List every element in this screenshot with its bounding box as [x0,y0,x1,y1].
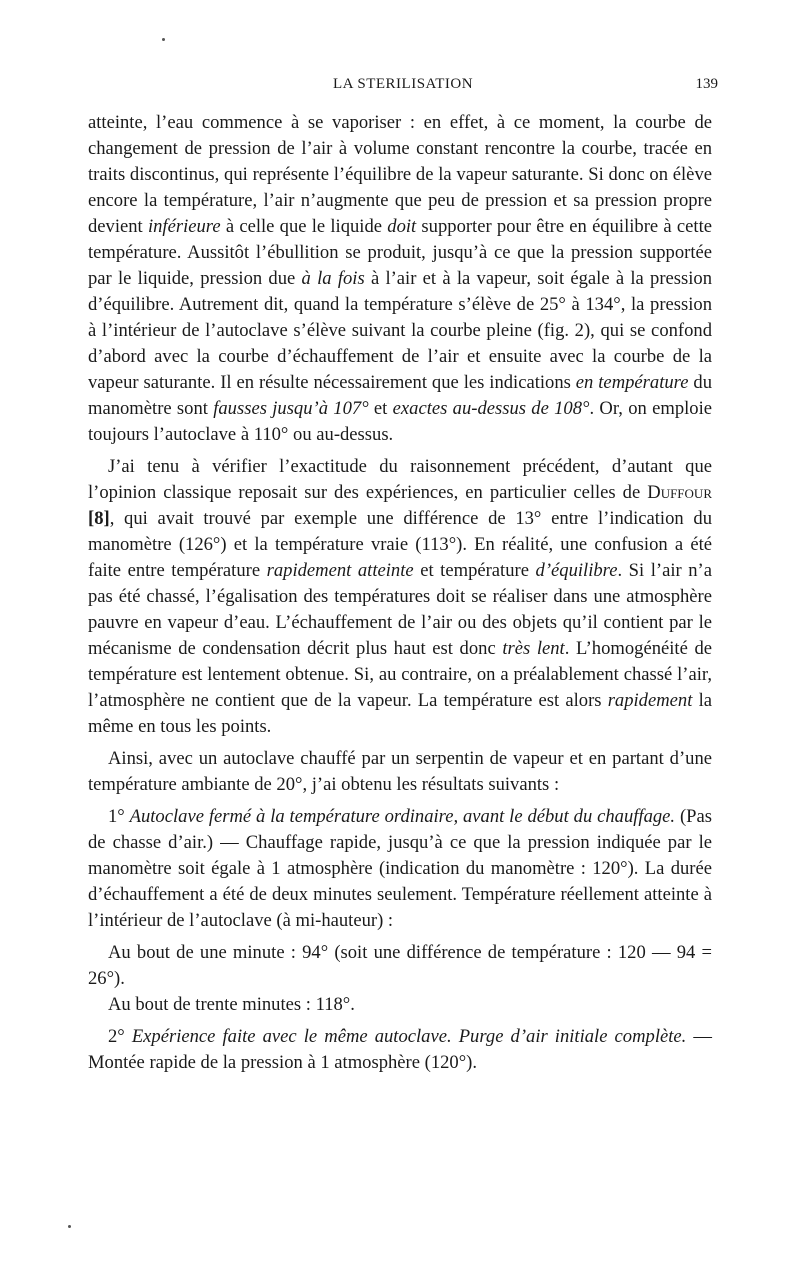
italic-run: d’équilibre [535,560,618,581]
italic-run: inférieure [147,216,221,237]
italic-run: Autoclave fermé à la température ordinaire, avant le début du chauffage. [129,806,676,827]
italic-run: fausses jusqu’à 107° [213,398,369,419]
text-run: Ainsi, avec un autoclave chauffé par un serpentin de vapeur et en partant d’une température ambiante de 20°, j’ai obtenu les résultats suivants : [88,748,712,795]
text-run: à l’air et à la vapeur, soit égale à la pression d’équilibre. Autrement dit, quand la température s’élève de 25° à 134°, la pression à l’intérieur de l’autoclave s’élève suivant la courbe pleine (fig. 2), qui se confond d’abord avec la courbe d’échauffement de l’air et ensuite avec la courbe de la vapeur saturante. Il en résulte nécessairement que les indications [88,268,713,393]
body-text [88,110,712,1082]
text-run: 1° [108,806,130,827]
text-run: , qui avait trouvé par exemple une différence de 13° entre l’indication du manomètre (126°) et la température vraie (113°). En réalité, une confusion a été faite entre température [88,508,712,581]
italic-run: rapidement atteinte [266,560,414,581]
paragraph [88,110,712,448]
text-run: 2° [108,1026,132,1047]
text-run: . Si l’air n’a pas été chassé, l’égalisation des températures doit se réaliser dans une atmosphère pauvre en vapeur d’eau. L’échauffement de l’air ou des objets qu’il contient par le mécanisme de condensation décrit plus haut est donc [88,560,712,659]
paragraph [88,1024,712,1076]
text-run: . L’homogénéité de température est lentement obtenue. Si, au contraire, on a préalablement chassé l’air, l’atmosphère ne contient que de la vapeur. La température est alors [88,638,713,711]
speck-mark [162,38,165,41]
text-run: du manomètre sont [88,372,712,419]
running-title: LA STERILISATION [332,76,474,92]
speck-mark [68,1225,71,1228]
italic-run: rapidement [607,690,693,711]
text-run: et [368,398,393,419]
text-run: Au bout de une minute : 94° (soit une différence de température : 120 — 94 = 26°). [88,942,712,989]
text-run: . Or, on emploie toujours l’autoclave à 110° ou au-dessus. [88,398,713,445]
paragraph [88,940,712,992]
page-number: 139 [695,76,718,92]
paragraph [88,992,712,1018]
italic-run: exactes au-dessus de 108° [392,398,590,419]
text-run: atteinte, l’eau commence à se vaporiser : en effet, à ce moment, la courbe de changement de pression de l’air à volume constant rencontre la courbe, tracée en traits discontinus, qui représente l’équilibre de la vapeur saturante. Si donc on élève encore la température, l’air n’augmente que peu de pression et sa pression propre devient [88,112,712,237]
text-run: Au bout de trente minutes : 118°. [108,994,355,1015]
text-run: la même en tous les points. [88,690,712,737]
text-run: et température [413,560,536,581]
citation-ref: [8] [88,508,110,529]
paragraph [88,804,712,934]
italic-run: à la fois [301,268,365,289]
italic-run: très lent [502,638,565,659]
italic-run: Expérience faite avec le même autoclave. Purge d’air initiale complète. [131,1026,687,1047]
text-run: à celle que le liquide [220,216,388,237]
paragraph [88,746,712,798]
text-run: supporter pour être en équilibre à cette température. Aussitôt l’ébullition se produit, jusqu’à ce que la pression supportée par le liquide, pression due [88,216,712,289]
italic-run: doit [387,216,417,237]
page-header [88,76,718,98]
text-run: (Pas de chasse d’air.) — Chauffage rapide, jusqu’à ce que la pression indiquée par le manomètre soit égale à 1 atmosphère (indication du manomètre : 120°). La durée d’échauffement a été de deux minutes seulement. Température réellement atteinte à l’intérieur de l’autoclave (à mi-hauteur) : [88,806,712,931]
author-name: Duffour [647,482,712,503]
italic-run: en température [575,372,689,393]
text-run: J’ai tenu à vérifier l’exactitude du raisonnement précédent, d’autant que l’opinion classique reposait sur des expériences, en particulier celles de [88,456,712,503]
text-run: — Montée rapide de la pression à 1 atmosphère (120°). [88,1026,712,1073]
paragraph [88,454,712,740]
